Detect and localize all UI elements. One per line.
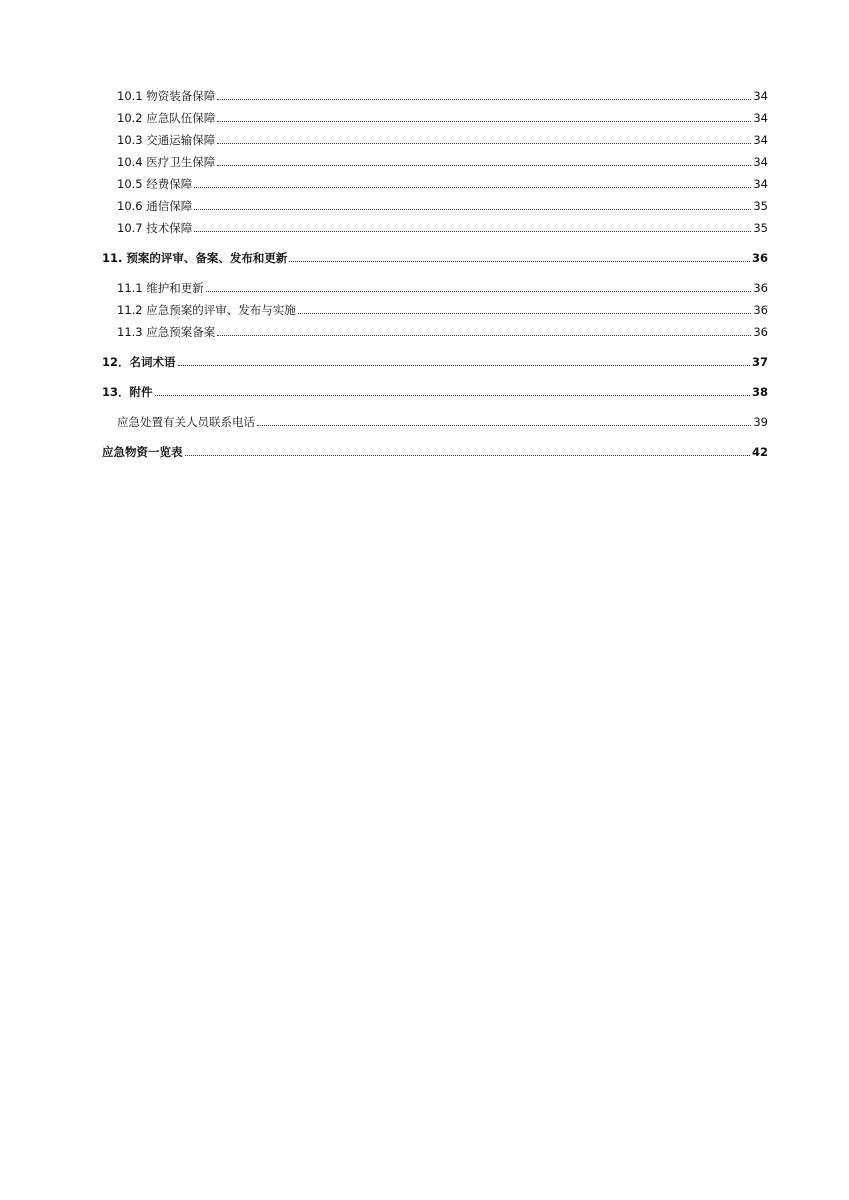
toc-entry-page: 34 <box>753 133 768 147</box>
toc-entry-page: 42 <box>751 445 768 459</box>
dot-leader <box>155 395 750 396</box>
toc-entry-10-3[interactable] <box>102 126 768 148</box>
toc-entry-title: 11.1 维护和更新 <box>117 281 204 295</box>
dot-leader <box>194 231 751 232</box>
toc-entry-title: 10.5 经费保障 <box>117 177 193 191</box>
dot-leader <box>194 209 751 210</box>
dot-leader <box>217 99 751 100</box>
dot-leader <box>217 335 751 336</box>
toc-entry-title: 11. 预案的评审、备案、发布和更新 <box>102 251 288 265</box>
toc-entry-10-4[interactable] <box>102 148 768 170</box>
toc-entry-title: 应急物资一览表 <box>102 445 183 459</box>
dot-leader <box>289 261 750 262</box>
dot-leader <box>298 313 752 314</box>
toc-entry-11-3[interactable] <box>102 318 768 340</box>
toc-entry-title: 10.3 交通运输保障 <box>117 133 216 147</box>
toc-entry-title: 10.4 医疗卫生保障 <box>117 155 216 169</box>
toc-entry-11[interactable] <box>102 244 768 266</box>
toc-entry-10-2[interactable] <box>102 104 768 126</box>
toc-entry-page: 37 <box>751 355 768 369</box>
toc-entry-page: 39 <box>753 415 768 429</box>
toc-entry-page: 34 <box>753 111 768 125</box>
dot-leader <box>178 365 750 366</box>
toc-entry-title: 10.7 技术保障 <box>117 221 193 235</box>
dot-leader <box>257 425 751 426</box>
dot-leader <box>194 187 751 188</box>
toc-entry-10-5[interactable] <box>102 170 768 192</box>
toc-entry-supplies[interactable] <box>102 438 768 460</box>
table-of-contents <box>102 82 768 460</box>
toc-entry-page: 34 <box>753 155 768 169</box>
toc-entry-13[interactable] <box>102 378 768 400</box>
dot-leader <box>217 165 751 166</box>
toc-entry-page: 36 <box>753 281 768 295</box>
toc-entry-page: 34 <box>753 89 768 103</box>
toc-entry-page: 38 <box>751 385 768 399</box>
toc-entry-title: 应急处置有关人员联系电话 <box>117 415 255 429</box>
toc-entry-page: 34 <box>753 177 768 191</box>
toc-entry-title: 11.2 应急预案的评审、发布与实施 <box>117 303 296 317</box>
dot-leader <box>206 291 752 292</box>
toc-entry-title: 10.6 通信保障 <box>117 199 193 213</box>
dot-leader <box>217 143 751 144</box>
toc-entry-page: 35 <box>753 199 768 213</box>
dot-leader <box>217 121 751 122</box>
toc-entry-12[interactable] <box>102 348 768 370</box>
toc-entry-title: 11.3 应急预案备案 <box>117 325 216 339</box>
toc-entry-10-1[interactable] <box>102 82 768 104</box>
toc-entry-page: 35 <box>753 221 768 235</box>
toc-entry-title: 13．附件 <box>102 385 153 399</box>
dot-leader <box>185 455 750 456</box>
toc-entry-11-1[interactable] <box>102 274 768 296</box>
toc-entry-10-6[interactable] <box>102 192 768 214</box>
toc-entry-title: 12．名词术语 <box>102 355 176 369</box>
toc-entry-10-7[interactable] <box>102 214 768 236</box>
toc-entry-11-2[interactable] <box>102 296 768 318</box>
toc-entry-page: 36 <box>751 251 768 265</box>
toc-entry-contacts[interactable] <box>102 408 768 430</box>
toc-entry-title: 10.2 应急队伍保障 <box>117 111 216 125</box>
toc-entry-page: 36 <box>753 303 768 317</box>
toc-entry-title: 10.1 物资装备保障 <box>117 89 216 103</box>
toc-entry-page: 36 <box>753 325 768 339</box>
